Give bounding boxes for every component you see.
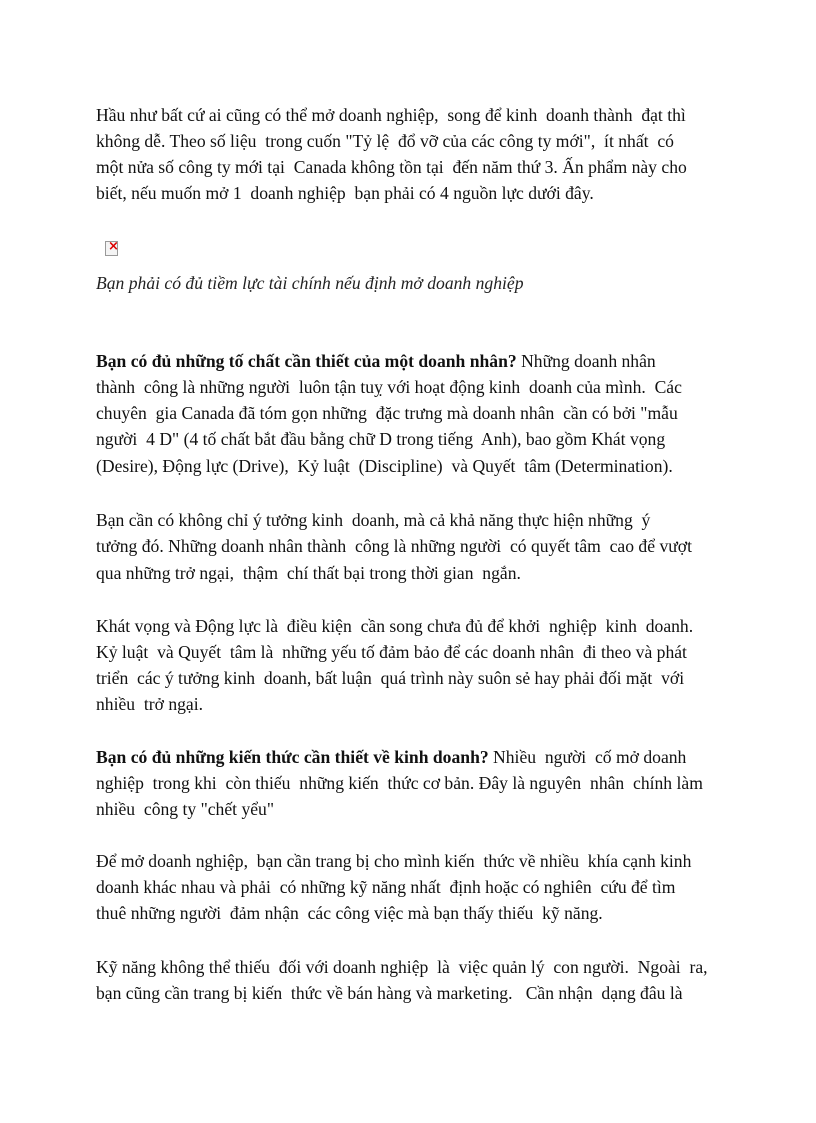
paragraph-3-line [96,533,692,559]
line-text: Hầu như bất cứ ai cũng có thể mở doanh nghiệp, song để kinh doanh thành đạt thì [96,105,686,125]
bold-lead-question: Bạn có đủ những tố chất cần thiết của một doanh nhân? [96,351,517,371]
paragraph-2-line [96,348,656,374]
paragraph-4-line [96,691,203,717]
line-text: Để mở doanh nghiệp, bạn cần trang bị cho mình kiến thức về nhiều khía cạnh kinh [96,851,692,871]
line-text: thuê những người đảm nhận các công việc mà bạn thấy thiếu kỹ năng. [96,903,603,923]
paragraph-4-line [96,639,687,665]
line-text: nghiệp trong khi còn thiếu những kiến thức cơ bản. Đây là nguyên nhân chính làm [96,773,703,793]
paragraph-3-line [96,507,650,533]
paragraph-6-line [96,900,603,926]
line-text: qua những trở ngại, thậm chí thất bại trong thời gian ngắn. [96,563,521,583]
line-text: Nhiều người cố mở doanh [488,747,687,767]
paragraph-1-line [96,102,686,128]
paragraph-5-line [96,770,703,796]
paragraph-7-line [96,954,708,980]
paragraph-6-line [96,848,691,874]
line-text: biết, nếu muốn mở 1 doanh nghiệp bạn phải có 4 nguồn lực dưới đây. [96,183,594,203]
broken-image-icon [105,241,118,256]
line-text: Những doanh nhân [516,351,656,371]
line-text: người 4 D" (4 tố chất bắt đầu bằng chữ D trong tiếng Anh), bao gồm Khát vọng [96,429,666,449]
line-text: Kỹ năng không thể thiếu đối với doanh nghiệp là việc quản lý con người. Ngoài ra, [96,957,708,977]
paragraph-6-line [96,874,675,900]
line-text: bạn cũng cần trang bị kiến thức về bán hàng và marketing. Cần nhận dạng đâu là [96,983,683,1003]
image-caption: Bạn phải có đủ tiềm lực tài chính nếu định mở doanh nghiệp [96,273,524,293]
bold-lead-question: Bạn có đủ những kiến thức cần thiết về kinh doanh? [96,747,489,767]
paragraph-2-line [96,400,678,426]
line-text: Bạn cần có không chỉ ý tưởng kinh doanh, mà cả khả năng thực hiện những ý [96,510,651,530]
line-text: doanh khác nhau và phải có những kỹ năng nhất định hoặc có nghiên cứu để tìm [96,877,676,897]
paragraph-2-line [96,374,682,400]
paragraph-1-line [96,154,687,180]
paragraph-3-line [96,560,521,586]
line-text: nhiều trở ngại. [96,694,204,714]
paragraph-2-line [96,426,665,452]
paragraph-7-line [96,980,683,1006]
line-text: thành công là những người luôn tận tuỵ với hoạt động kinh doanh của mình. Các [96,377,682,397]
line-text: chuyên gia Canada đã tóm gọn những đặc trưng mà doanh nhân cần có bởi "mẫu [96,403,678,423]
paragraph-2-line [96,453,673,479]
paragraph-1-line [96,180,594,206]
line-text: tưởng đó. Những doanh nhân thành công là những người có quyết tâm cao để vượt [96,536,692,556]
paragraph-4-line [96,613,693,639]
paragraph-1-line [96,128,674,154]
line-text: (Desire), Động lực (Drive), Kỷ luật (Discipline) và Quyết tâm (Determination). [96,456,673,476]
line-text: nhiều công ty "chết yểu" [96,799,275,819]
paragraph-4-line [96,665,684,691]
paragraph-5-line [96,796,274,822]
line-text: Khát vọng và Động lực là điều kiện cần song chưa đủ để khởi nghiệp kinh doanh. [96,616,694,636]
line-text: Kỷ luật và Quyết tâm là những yếu tố đảm bảo để các doanh nhân đi theo và phát [96,642,687,662]
line-text: triển các ý tưởng kinh doanh, bất luận quá trình này suôn sẻ hay phải đối mặt với [96,668,685,688]
line-text: một nửa số công ty mới tại Canada không tồn tại đến năm thứ 3. Ấn phẩm này cho [96,157,687,177]
line-text: không dễ. Theo số liệu trong cuốn "Tỷ lệ đổ vỡ của các công ty mới", ít nhất có [96,131,674,151]
paragraph-5-line [96,744,686,770]
